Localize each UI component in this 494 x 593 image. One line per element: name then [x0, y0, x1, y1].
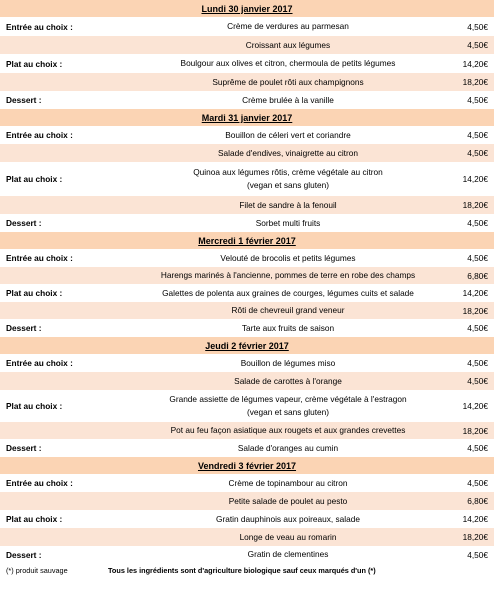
- menu-row: [0, 319, 494, 337]
- menu-row: [0, 492, 494, 510]
- dish-line: Gratin de clementines: [247, 549, 329, 559]
- menu-row: [0, 144, 494, 162]
- wild-product-note: (*) produit sauvage: [6, 565, 68, 575]
- menu-row: [0, 546, 494, 563]
- course-label: Plat au choix :: [6, 174, 63, 184]
- dish-price: 4,50€: [467, 443, 488, 453]
- dish-line: Rôti de chevreuil grand veneur: [231, 305, 345, 315]
- dish-line: Velouté de brocolis et petits légumes: [220, 252, 356, 263]
- menu-row: [0, 422, 494, 439]
- dish-line: Salade d'oranges au cumin: [237, 442, 339, 453]
- dish-price: 6,80€: [467, 496, 488, 506]
- dish-line: Crème de topinambour au citron: [228, 477, 348, 488]
- day-title: Jeudi 2 février 2017: [205, 340, 289, 351]
- dish-line: Sorbet multi fruits: [255, 217, 321, 228]
- dish-line: Galettes de polenta aux graines de courges, légumes cuits et salade: [162, 287, 414, 298]
- menu-footer: [0, 563, 494, 577]
- dish-name: [128, 57, 448, 70]
- course-label: Entrée au choix :: [6, 358, 73, 368]
- dish-price: 18,20€: [462, 200, 488, 210]
- organic-note: Tous les ingrédients sont d'agriculture biologique sauf ceux marqués d'un (*): [108, 565, 376, 575]
- dish-line: Filet de sandre à la fenouil: [239, 199, 337, 210]
- dish-line: Pot au feu façon asiatique aux rougets et aux grandes crevettes: [170, 425, 406, 435]
- course-label: Plat au choix :: [6, 288, 63, 298]
- menu-row: [0, 196, 494, 214]
- day-header: [0, 232, 494, 249]
- dish-name: [128, 217, 448, 230]
- dish-name: [128, 495, 448, 508]
- menu-row: [0, 302, 494, 319]
- dish-price: 14,20€: [462, 288, 488, 298]
- dish-line: Crème de verdures au parmesan: [227, 21, 349, 31]
- course-label: Entrée au choix :: [6, 478, 73, 488]
- menu-row: [0, 354, 494, 372]
- course-label: Dessert :: [6, 323, 42, 333]
- dish-price: 4,50€: [467, 358, 488, 368]
- menu-row: [0, 528, 494, 546]
- day-title: Mercredi 1 février 2017: [198, 235, 296, 246]
- dish-price: 4,50€: [467, 549, 488, 560]
- dish-price: 4,50€: [467, 95, 488, 105]
- dish-line: Grande assiette de légumes vapeur, crème végétale à l'estragon: [169, 394, 407, 404]
- dish-price: 14,20€: [462, 514, 488, 524]
- dish-name: [128, 252, 448, 265]
- menu-row: [0, 214, 494, 232]
- dish-line: Salade de carottes à l'orange: [234, 375, 342, 386]
- course-label: Dessert :: [6, 443, 42, 453]
- course-label: Entrée au choix :: [6, 130, 73, 140]
- dish-name: [128, 442, 448, 455]
- dish-line: Crème brulée à la vanille: [242, 94, 334, 105]
- menu-row: [0, 474, 494, 492]
- dish-name: [128, 424, 448, 437]
- course-label: Plat au choix :: [6, 58, 63, 69]
- dish-price: 4,50€: [467, 253, 488, 263]
- dish-line: Petite salade de poulet au pesto: [228, 495, 348, 506]
- dish-name: [128, 477, 448, 490]
- menu-row: [0, 162, 494, 196]
- dish-name: [128, 287, 448, 300]
- course-label: Plat au choix :: [6, 514, 63, 524]
- course-label: Entrée au choix :: [6, 21, 73, 32]
- dish-price: 4,50€: [467, 478, 488, 488]
- dish-name: [128, 147, 448, 160]
- dish-line: Suprême de poulet rôti aux champignons: [212, 76, 364, 87]
- dish-price: 4,50€: [467, 21, 488, 32]
- course-label: Entrée au choix :: [6, 253, 73, 263]
- dish-name: [128, 357, 448, 370]
- dish-name: [128, 199, 448, 212]
- dish-price: 4,50€: [467, 376, 488, 386]
- dish-line: Salade d'endives, vinaigrette au citron: [218, 147, 358, 158]
- dish-line: Tarte aux fruits de saison: [241, 322, 335, 333]
- day-header: [0, 457, 494, 474]
- dish-line: Harengs marinés à l'ancienne, pommes de terre en robe des champs: [160, 270, 416, 280]
- menu-row: [0, 73, 494, 91]
- course-label: Dessert :: [6, 549, 42, 560]
- dish-line: (vegan et sans gluten): [246, 180, 330, 190]
- course-label: Dessert :: [6, 218, 42, 228]
- dish-name: [128, 94, 448, 107]
- dish-price: 4,50€: [467, 323, 488, 333]
- dish-line: Bouillon de légumes miso: [240, 357, 336, 368]
- day-title: Mardi 31 janvier 2017: [201, 112, 293, 123]
- dish-name: [128, 39, 448, 52]
- dish-line: Longe de veau au romarin: [239, 531, 337, 542]
- day-header: [0, 0, 494, 17]
- dish-price: 14,20€: [462, 401, 488, 411]
- menu-row: [0, 390, 494, 422]
- dish-price: 4,50€: [467, 40, 488, 50]
- dish-line: Boulgour aux olives et citron, chermoula de petits légumes: [180, 58, 396, 68]
- dish-price: 4,50€: [467, 218, 488, 228]
- course-label: Plat au choix :: [6, 401, 63, 411]
- dish-price: 4,50€: [467, 148, 488, 158]
- day-header: [0, 109, 494, 126]
- dish-name: [128, 129, 448, 142]
- dish-name: [128, 531, 448, 544]
- dish-name: [128, 513, 448, 526]
- day-header: [0, 337, 494, 354]
- dish-price: 18,20€: [462, 77, 488, 87]
- dish-name: [128, 76, 448, 89]
- dish-line: Gratin dauphinois aux poireaux, salade: [216, 513, 360, 524]
- menu-row: [0, 439, 494, 457]
- menu-row: [0, 267, 494, 284]
- menu-row: [0, 36, 494, 54]
- dish-line: Croissant aux légumes: [245, 39, 331, 50]
- menu-row: [0, 510, 494, 528]
- dish-name: [128, 269, 448, 282]
- menu-row: [0, 284, 494, 302]
- dish-line: Bouillon de céleri vert et coriandre: [225, 129, 351, 140]
- dish-line: Quinoa aux légumes rôtis, crème végétale au citron: [193, 167, 383, 177]
- dish-price: 14,20€: [462, 174, 488, 184]
- dish-price: 18,20€: [462, 305, 488, 316]
- dish-price: 18,20€: [462, 425, 488, 436]
- dish-name: [128, 548, 448, 561]
- dish-name: [128, 304, 448, 317]
- dish-name: [128, 20, 448, 33]
- menu-row: [0, 372, 494, 390]
- dish-name: [128, 322, 448, 335]
- dish-price: 6,80€: [467, 270, 488, 281]
- menu-row: [0, 17, 494, 36]
- dish-price: 4,50€: [467, 130, 488, 140]
- menu-row: [0, 126, 494, 144]
- dish-name: [128, 166, 448, 192]
- menu-row: [0, 249, 494, 267]
- menu-row: [0, 91, 494, 109]
- course-label: Dessert :: [6, 95, 42, 105]
- day-title: Vendredi 3 février 2017: [197, 460, 297, 471]
- menu-row: [0, 54, 494, 73]
- dish-price: 14,20€: [462, 58, 488, 69]
- day-title: Lundi 30 janvier 2017: [201, 3, 293, 14]
- dish-name: [128, 375, 448, 388]
- dish-price: 18,20€: [462, 532, 488, 542]
- dish-name: [128, 393, 448, 419]
- dish-line: (vegan et sans gluten): [246, 407, 330, 417]
